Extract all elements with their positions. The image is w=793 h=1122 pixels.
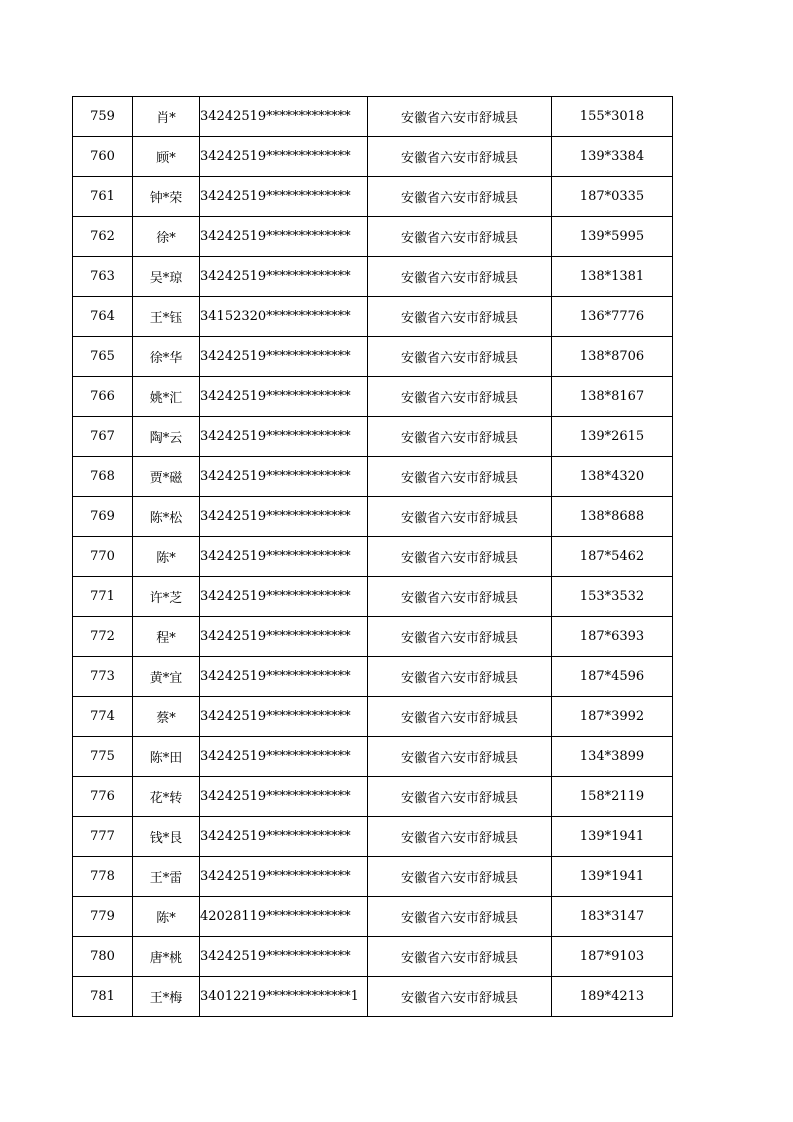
address-cell: 安徽省六安市舒城县 (368, 817, 552, 857)
person-name-cell: 陈*田 (133, 737, 200, 777)
table-row (73, 657, 673, 697)
table-row (73, 257, 673, 297)
table-row (73, 897, 673, 937)
phone-number-cell: 187*5462 (552, 537, 673, 577)
row-number-cell: 764 (73, 297, 133, 337)
address-cell: 安徽省六安市舒城县 (368, 457, 552, 497)
address-cell: 安徽省六安市舒城县 (368, 217, 552, 257)
id-number-cell: 34242519************* (200, 257, 368, 297)
address-cell: 安徽省六安市舒城县 (368, 777, 552, 817)
id-number-cell: 34242519************* (200, 337, 368, 377)
roster-table-body (73, 97, 673, 1017)
row-number-cell: 771 (73, 577, 133, 617)
table-row (73, 417, 673, 457)
address-cell: 安徽省六安市舒城县 (368, 657, 552, 697)
id-number-cell: 34012219*************1 (200, 977, 368, 1017)
row-number-cell: 776 (73, 777, 133, 817)
id-number-cell: 34242519************* (200, 937, 368, 977)
row-number-cell: 762 (73, 217, 133, 257)
person-name-cell: 王*雷 (133, 857, 200, 897)
table-row (73, 377, 673, 417)
table-row (73, 177, 673, 217)
person-name-cell: 唐*桃 (133, 937, 200, 977)
id-number-cell: 34242519************* (200, 217, 368, 257)
person-name-cell: 陶*云 (133, 417, 200, 457)
phone-number-cell: 189*4213 (552, 977, 673, 1017)
address-cell: 安徽省六安市舒城县 (368, 417, 552, 457)
id-number-cell: 34242519************* (200, 657, 368, 697)
id-number-cell: 34242519************* (200, 417, 368, 457)
person-name-cell: 徐*华 (133, 337, 200, 377)
table-row (73, 137, 673, 177)
address-cell: 安徽省六安市舒城县 (368, 297, 552, 337)
row-number-cell: 773 (73, 657, 133, 697)
address-cell: 安徽省六安市舒城县 (368, 537, 552, 577)
person-name-cell: 顾* (133, 137, 200, 177)
address-cell: 安徽省六安市舒城县 (368, 617, 552, 657)
id-number-cell: 42028119************* (200, 897, 368, 937)
person-name-cell: 徐* (133, 217, 200, 257)
table-row (73, 577, 673, 617)
id-number-cell: 34242519************* (200, 497, 368, 537)
row-number-cell: 780 (73, 937, 133, 977)
person-name-cell: 吴*琼 (133, 257, 200, 297)
person-name-cell: 程* (133, 617, 200, 657)
address-cell: 安徽省六安市舒城县 (368, 377, 552, 417)
table-row (73, 977, 673, 1017)
row-number-cell: 778 (73, 857, 133, 897)
person-name-cell: 王*钰 (133, 297, 200, 337)
person-name-cell: 姚*汇 (133, 377, 200, 417)
person-name-cell: 许*芝 (133, 577, 200, 617)
roster-table (72, 96, 673, 1017)
id-number-cell: 34242519************* (200, 817, 368, 857)
address-cell: 安徽省六安市舒城县 (368, 737, 552, 777)
table-row (73, 457, 673, 497)
id-number-cell: 34242519************* (200, 777, 368, 817)
id-number-cell: 34242519************* (200, 537, 368, 577)
phone-number-cell: 139*1941 (552, 857, 673, 897)
phone-number-cell: 153*3532 (552, 577, 673, 617)
phone-number-cell: 134*3899 (552, 737, 673, 777)
phone-number-cell: 183*3147 (552, 897, 673, 937)
row-number-cell: 761 (73, 177, 133, 217)
phone-number-cell: 138*8167 (552, 377, 673, 417)
row-number-cell: 760 (73, 137, 133, 177)
address-cell: 安徽省六安市舒城县 (368, 337, 552, 377)
address-cell: 安徽省六安市舒城县 (368, 977, 552, 1017)
address-cell: 安徽省六安市舒城县 (368, 577, 552, 617)
row-number-cell: 763 (73, 257, 133, 297)
person-name-cell: 王*梅 (133, 977, 200, 1017)
phone-number-cell: 138*1381 (552, 257, 673, 297)
id-number-cell: 34242519************* (200, 617, 368, 657)
address-cell: 安徽省六安市舒城县 (368, 257, 552, 297)
phone-number-cell: 187*9103 (552, 937, 673, 977)
person-name-cell: 黄*宜 (133, 657, 200, 697)
table-row (73, 217, 673, 257)
person-name-cell: 贾*磁 (133, 457, 200, 497)
row-number-cell: 765 (73, 337, 133, 377)
table-row (73, 297, 673, 337)
row-number-cell: 774 (73, 697, 133, 737)
address-cell: 安徽省六安市舒城县 (368, 697, 552, 737)
person-name-cell: 陈*松 (133, 497, 200, 537)
person-name-cell: 钟*荣 (133, 177, 200, 217)
table-row (73, 697, 673, 737)
address-cell: 安徽省六安市舒城县 (368, 897, 552, 937)
table-row (73, 737, 673, 777)
table-row (73, 817, 673, 857)
phone-number-cell: 187*0335 (552, 177, 673, 217)
row-number-cell: 779 (73, 897, 133, 937)
id-number-cell: 34242519************* (200, 177, 368, 217)
row-number-cell: 770 (73, 537, 133, 577)
table-row (73, 97, 673, 137)
phone-number-cell: 187*3992 (552, 697, 673, 737)
row-number-cell: 759 (73, 97, 133, 137)
phone-number-cell: 158*2119 (552, 777, 673, 817)
address-cell: 安徽省六安市舒城县 (368, 857, 552, 897)
row-number-cell: 777 (73, 817, 133, 857)
phone-number-cell: 187*4596 (552, 657, 673, 697)
table-row (73, 337, 673, 377)
phone-number-cell: 138*8706 (552, 337, 673, 377)
phone-number-cell: 187*6393 (552, 617, 673, 657)
phone-number-cell: 139*2615 (552, 417, 673, 457)
phone-number-cell: 139*5995 (552, 217, 673, 257)
row-number-cell: 768 (73, 457, 133, 497)
address-cell: 安徽省六安市舒城县 (368, 97, 552, 137)
row-number-cell: 767 (73, 417, 133, 457)
table-row (73, 937, 673, 977)
address-cell: 安徽省六安市舒城县 (368, 177, 552, 217)
table-row (73, 497, 673, 537)
person-name-cell: 花*转 (133, 777, 200, 817)
address-cell: 安徽省六安市舒城县 (368, 497, 552, 537)
id-number-cell: 34242519************* (200, 377, 368, 417)
address-cell: 安徽省六安市舒城县 (368, 137, 552, 177)
table-row (73, 857, 673, 897)
address-cell: 安徽省六安市舒城县 (368, 937, 552, 977)
id-number-cell: 34152320************* (200, 297, 368, 337)
row-number-cell: 781 (73, 977, 133, 1017)
id-number-cell: 34242519************* (200, 857, 368, 897)
id-number-cell: 34242519************* (200, 137, 368, 177)
person-name-cell: 肖* (133, 97, 200, 137)
row-number-cell: 766 (73, 377, 133, 417)
table-row (73, 537, 673, 577)
row-number-cell: 769 (73, 497, 133, 537)
phone-number-cell: 138*8688 (552, 497, 673, 537)
phone-number-cell: 136*7776 (552, 297, 673, 337)
id-number-cell: 34242519************* (200, 697, 368, 737)
phone-number-cell: 155*3018 (552, 97, 673, 137)
person-name-cell: 陈* (133, 897, 200, 937)
table-row (73, 777, 673, 817)
id-number-cell: 34242519************* (200, 737, 368, 777)
id-number-cell: 34242519************* (200, 97, 368, 137)
phone-number-cell: 138*4320 (552, 457, 673, 497)
table-row (73, 617, 673, 657)
person-name-cell: 钱*艮 (133, 817, 200, 857)
phone-number-cell: 139*1941 (552, 817, 673, 857)
id-number-cell: 34242519************* (200, 457, 368, 497)
row-number-cell: 775 (73, 737, 133, 777)
person-name-cell: 蔡* (133, 697, 200, 737)
person-name-cell: 陈* (133, 537, 200, 577)
phone-number-cell: 139*3384 (552, 137, 673, 177)
id-number-cell: 34242519************* (200, 577, 368, 617)
row-number-cell: 772 (73, 617, 133, 657)
